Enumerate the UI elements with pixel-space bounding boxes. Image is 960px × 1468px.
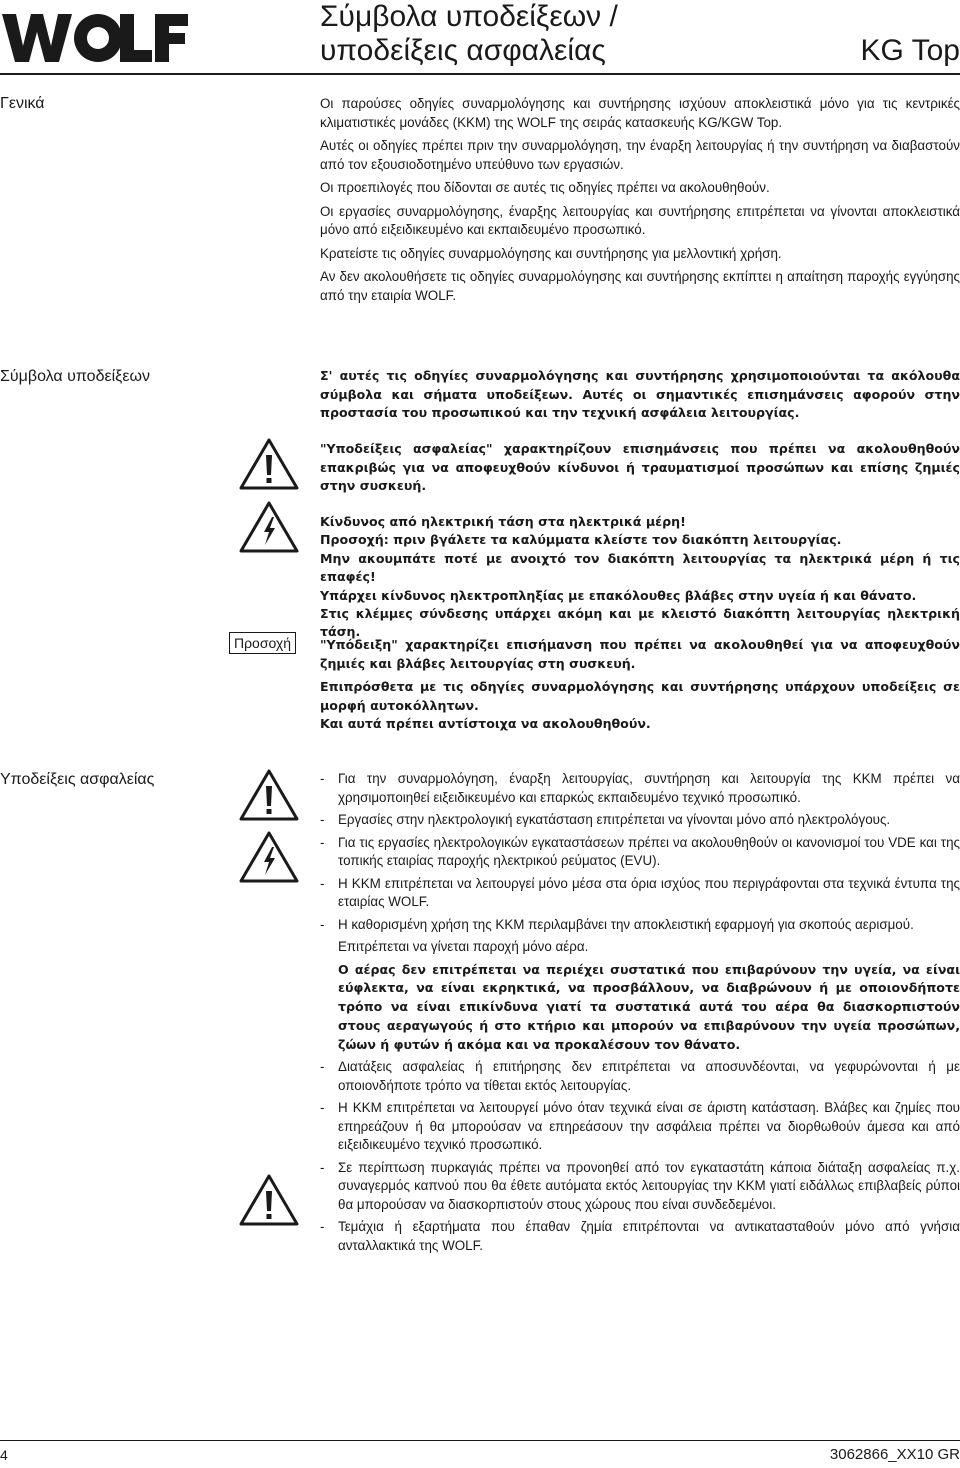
list-item: - Εργασίες στην ηλεκτρολογική εγκατάσταση επιτρέπεται να γίνονται μόνο από ηλεκτρολόγους. xyxy=(320,812,891,827)
section-label-safety: Υποδείξεις ασφαλείας xyxy=(0,771,155,788)
safety-notice-text: "Υποδείξεις ασφαλείας" χαρακτηρίζουν επισημάνσεις που πρέπει να ακολουθηθούν επακριβώς για να αποφευχθούν κίνδυνοι ή τραυματισμοί προσώπων και επίσης ζημιές στην συσκευή. xyxy=(320,441,960,494)
list-item: - Σε περίπτωση πυρκαγιάς πρέπει να προνοηθεί από τον εγκαταστάτη κάποια διάταξη ασφαλείας π.χ. συναγερμός καπνού που θα έθετε αυτόματα εκτός λειτουργίας την ΚΚΜ γιατί ειδάλλως επιβλαβείς ρύποι θα μπορούσαν να διασκορπιστούν στους χώρους που είναι συνδεδεμένοι. xyxy=(320,1159,960,1212)
list-item-text: Για τις εργασίες ηλεκτρολογικών εγκαταστάσεων πρέπει να ακολουθηθούν οι κανονισμοί του VDE και της τοπικής εταιρίας παροχής ηλεκτρικού ρεύματος (EVU). xyxy=(338,834,960,868)
safety-notice-definition xyxy=(320,440,960,501)
section-label-symbols: Σύμβολα υποδείξεων xyxy=(0,368,150,385)
electric-hazard-line: Κίνδυνος από ηλεκτρική τάση στα ηλεκτρικά μέρη! xyxy=(320,514,686,529)
page-number: 4 xyxy=(0,1447,8,1463)
electric-hazard-line: Μην ακουμπάτε ποτέ με ανοιχτό τον διακόπτη λειτουργίας τα ηλεκτρικά μέρη ή τις επαφές! xyxy=(320,550,960,585)
notice-paragraph: Και αυτά πρέπει αντίστοιχα να ακολουθηθούν. xyxy=(320,716,651,732)
list-item-text: Διατάξεις ασφαλείας ή επιτήρησης δεν επιτρέπεται να αποσυνδέονται, να γεφυρώνονται ή με οποιονδήποτε τρόπο να τίθεται εκτός λειτουργίας. xyxy=(338,1059,960,1093)
wolf-logo-graphic xyxy=(2,12,188,64)
header-divider xyxy=(0,73,960,75)
list-item-text: Τεμάχια ή εξαρτήματα που έπαθαν ζημία επιτρέπονται να αντικατασταθούν μόνο από γνήσια ανταλλακτικά της WOLF. xyxy=(338,1219,960,1253)
warning-triangle-icon xyxy=(238,768,300,822)
page-title xyxy=(320,0,720,68)
section-label-general: Γενικά xyxy=(0,95,45,112)
electric-hazard-text xyxy=(320,513,960,642)
symbols-intro-text: Σ' αυτές τις οδηγίες συναρμολόγησης και συντήρησης χρησιμοποιούνται τα ακόλουθα σύμβολα και σήματα υποδείξεων. Αυτές οι σημαντικές επισημάνσεις αφορούν στην προστασία του προσωπικού και την τεχνική ασφάλεια λειτουργίας. xyxy=(320,368,960,421)
notice-label-box: Προσοχή xyxy=(229,632,296,654)
page-title-line2: υποδείξεις ασφαλείας xyxy=(320,34,606,67)
safety-list xyxy=(320,770,960,1259)
list-item: - Η ΚΚΜ επιτρέπεται να λειτουργεί μόνο όταν τεχνικά είναι σε άριστη κατάσταση. Βλάβες και ζημίες που επηρεάζουν ή θα μπορούσαν να επηρεάσουν την ασφάλεια πρέπει να διορθωθούν άμεσα και από ειξειδικευμένο τεχνικό προσωπικό. xyxy=(320,1100,960,1153)
general-paragraph: Οι προεπιλογές που δίδονται σε αυτές τις οδηγίες πρέπει να ακολουθηθούν. xyxy=(320,180,770,195)
electric-hazard-icon xyxy=(238,500,300,554)
electric-hazard-line: Υπάρχει κίνδυνος ηλεκτροπληξίας με επακόλουθες βλάβες στην υγεία ή και θάνατο. xyxy=(320,587,917,603)
list-item-warning: Ο αέρας δεν επιτρέπεται να περιέχει συστατικά που επιβαρύνουν την υγεία, να είναι εύφλεκτα, να είναι εκρηκτικά, να προσβάλλουν, να διαβρώνουν ή με οποιονδήποτε τρόπο να είναι επικίνδυνα γιατί τα συστατικά αυτά του αέρα θα διασκορπιστούν στους αεραγωγούς ή στο κτήριο και μπορούν να επιβαρύνουν την υγεία προσώπων, ζώων ή φυτών ή ακόμα και να προκαλέσουν τον θάνατο. xyxy=(338,961,960,1052)
document-code: 3062866_XX10 GR xyxy=(829,1446,960,1463)
page-title-line1: Σύμβολα υποδείξεων / xyxy=(320,0,618,33)
list-item: - Η ΚΚΜ επιτρέπεται να λειτουργεί μόνο μέσα στα όρια ισχύος που περιγράφονται στα τεχνικά έντυπα της εταιρίας WOLF. xyxy=(320,875,960,909)
general-paragraph: Κρατείστε τις οδηγίες συναρμολόγησης και συντήρησης για μελλοντική χρήση. xyxy=(320,245,782,261)
general-paragraph: Οι παρούσες οδηγίες συναρμολόγησης και συντήρησης ισχύουν αποκλειστικά μόνο για τις κεντρικές κλιματιστικές μονάδες (ΚΚΜ) της WOLF της σειράς κατασκευής KG/KGW Top. xyxy=(320,96,960,130)
general-paragraph: Αν δεν ακολουθήσετε τις οδηγίες συναρμολόγησης και συντήρησης εκπίπτει η απαίτηση παροχής εγγύησης από την εταιρία WOLF. xyxy=(320,269,960,303)
notice-paragraph: "Υπόδειξη" χαρακτηρίζει επισήμανση που πρέπει να ακολουθηθεί για να αποφευχθούν ζημιές και βλάβες λειτουργίας στη συσκευή. xyxy=(320,637,960,671)
electric-hazard-line: Προσοχή: πριν βγάλετε τα καλύμματα κλείστε τον διακόπτη λειτουργίας. xyxy=(320,532,842,548)
notice-paragraph: Επιπρόσθετα με τις οδηγίες συναρμολόγησης και συντήρησης υπάρχουν υποδείξεις σε μορφή αυτοκόλλητων. xyxy=(320,679,960,713)
list-item-text: Η καθορισμένη χρήση της ΚΚΜ περιλαμβάνει την αποκλειστική εφαρμογή για σκοπούς αερισμού. xyxy=(338,916,914,932)
general-text xyxy=(320,95,960,310)
electric-hazard-icon xyxy=(238,830,300,884)
wolf-logo xyxy=(2,12,188,64)
general-paragraph: Αυτές οι οδηγίες πρέπει πριν την συναρμολόγηση, την έναρξη λειτουργίας ή την συντήρηση να διαβαστούν από τον εξουσιοδοτημένο υπεύθυνο των εργασιών. xyxy=(320,138,960,172)
list-item-text: Για την συναρμολόγηση, έναρξη λειτουργίας, συντήρηση και λειτουργία της ΚΚΜ πρέπει να χρησιμοποιηθεί ειξειδικευμένο και επαρκώς εκπαιδευμένο τεχνικό προσωπικό. xyxy=(338,771,960,805)
list-item-text: Η ΚΚΜ επιτρέπεται να λειτουργεί μόνο όταν τεχνικά είναι σε άριστη κατάσταση. Βλάβες και ζημίες που επηρεάζουν ή θα μπορούσαν να επηρεάσουν την ασφάλεια πρέπει να διορθωθούν άμεσα και από ειξειδικευμένο τεχνικό προσωπικό. xyxy=(338,1100,960,1153)
warning-triangle-icon xyxy=(238,437,300,491)
list-item-subtext: Επιτρέπεται να γίνεται παροχή μόνο αέρα. xyxy=(338,939,589,954)
list-item: - Για τις εργασίες ηλεκτρολογικών εγκαταστάσεων πρέπει να ακολουθηθούν οι κανονισμοί του VDE και της τοπικής εταιρίας παροχής ηλεκτρικού ρεύματος (EVU). xyxy=(320,834,960,868)
list-item: - Τεμάχια ή εξαρτήματα που έπαθαν ζημία επιτρέπονται να αντικατασταθούν μόνο από γνήσια ανταλλακτικά της WOLF. xyxy=(320,1219,960,1253)
list-item-text: Εργασίες στην ηλεκτρολογική εγκατάσταση επιτρέπεται να γίνονται μόνο από ηλεκτρολόγους. xyxy=(338,812,891,827)
warning-triangle-icon xyxy=(238,1173,300,1227)
notice-definition xyxy=(320,636,960,739)
footer-divider xyxy=(0,1440,960,1441)
model-name: KG Top xyxy=(860,34,960,67)
electric-hazard-line: Στις κλέμμες σύνδεσης υπάρχει ακόμη και με κλειστό διακόπτη λειτουργίας ηλεκτρική τάση. xyxy=(320,606,960,640)
list-item: - Διατάξεις ασφαλείας ή επιτήρησης δεν επιτρέπεται να αποσυνδέονται, να γεφυρώνονται ή με οποιονδήποτε τρόπο να τίθεται εκτός λειτουργίας. xyxy=(320,1059,960,1093)
general-paragraph: Οι εργασίες συναρμολόγησης, έναρξης λειτουργίας και συντήρησης επιτρέπεται να γίνονται αποκλειστικά μόνο από ειξειδικευμένο και εκπαιδευμένο προσωπικό. xyxy=(320,203,960,237)
list-item-text: Η ΚΚΜ επιτρέπεται να λειτουργεί μόνο μέσα στα όρια ισχύος που περιγράφονται στα τεχνικά έντυπα της εταιρίας WOLF. xyxy=(338,875,960,909)
list-item: - Για την συναρμολόγηση, έναρξη λειτουργίας, συντήρηση και λειτουργία της ΚΚΜ πρέπει να χρησιμοποιηθεί ειξειδικευμένο και επαρκώς εκπαιδευμένο τεχνικό προσωπικό. xyxy=(320,771,960,805)
list-item: - Η καθορισμένη χρήση της ΚΚΜ περιλαμβάνει την αποκλειστική εφαρμογή για σκοπούς αερισμού. Επιτρέπεται να γίνεται παροχή μόνο αέρα. Ο αέρας δεν επιτρέπεται να περιέχει συστατικά που επιβαρύνουν την υγεία, να είναι εύφλεκτα, να είναι εκρηκτικά, να προσβάλλουν, να διαβρώνουν ή με οποιονδήποτε τρόπο να είναι επικίνδυνα γιατί τα συστατικά αυτά του αέρα θα διασκορπιστούν στους αεραγωγούς ή στο κτήριο και μπορούν να επιβαρύνουν την υγεία προσώπων, ζώων ή φυτών ή ακόμα και να προκαλέσουν τον θάνατο. xyxy=(320,916,960,1055)
list-item-text: Σε περίπτωση πυρκαγιάς πρέπει να προνοηθεί από τον εγκαταστάτη κάποια διάταξη ασφαλείας π.χ. συναγερμός καπνού που θα έθετε αυτόματα εκτός λειτουργίας την ΚΚΜ γιατί ειδάλλως επιβλαβείς ρύποι θα μπορούσαν να διασκορπιστούν στους χώρους που είναι συνδεδεμένοι. xyxy=(338,1159,960,1212)
symbols-intro xyxy=(320,367,960,428)
